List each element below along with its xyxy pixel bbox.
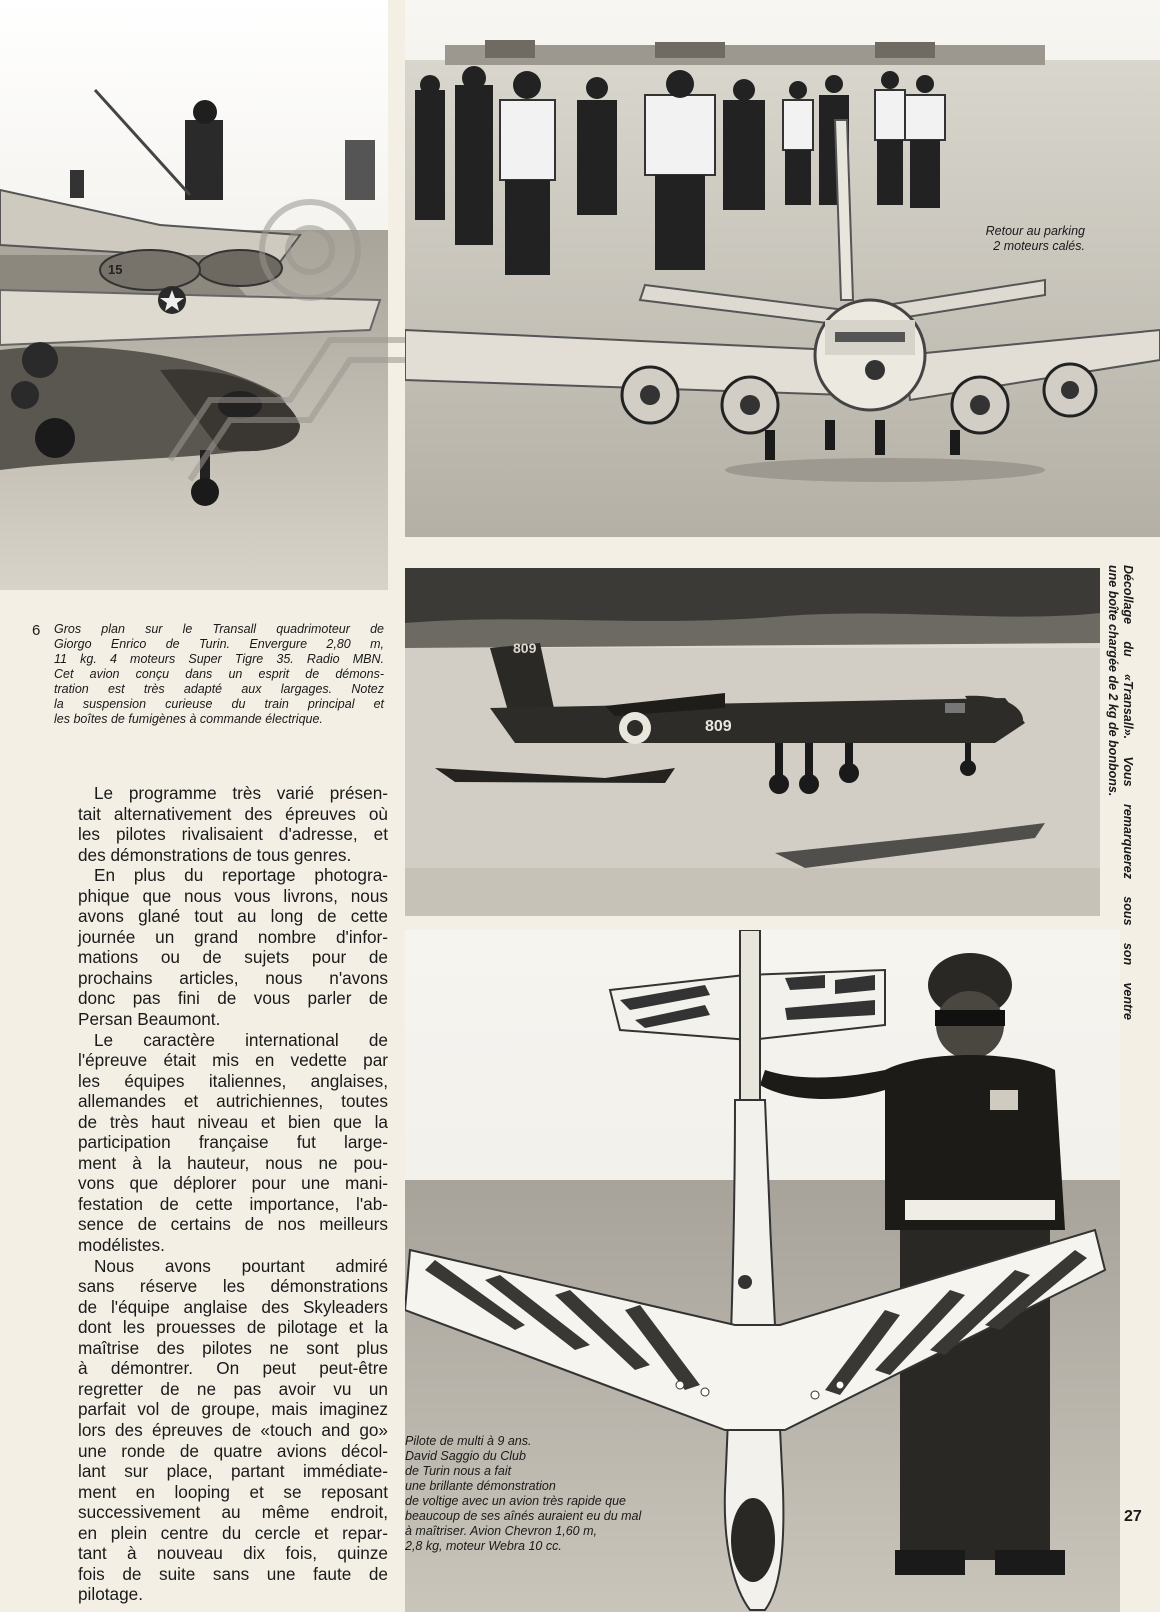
article-line: participation française fut large- (78, 1132, 388, 1153)
tail-number: 809 (513, 640, 537, 656)
article-line: de très haut niveau et bien que la (78, 1111, 388, 1132)
article-line: prochains articles, nous n'avons (78, 967, 388, 988)
article-line: les pilotes rivalisaient d'adresse, et (78, 824, 388, 845)
caption-line: une boîte chargée de 2 kg de bonbons. (1106, 565, 1120, 797)
article-line: des démonstrations de tous genres. (78, 844, 352, 865)
caption-line: Cet avion conçu dans un esprit de démons- (54, 667, 384, 681)
article-body (78, 783, 388, 1605)
article-line: pilotage. (78, 1584, 143, 1605)
caption-line: une brillante démonstration (405, 1479, 556, 1493)
caption-line: Gros plan sur le Transall quadrimoteur de (54, 622, 384, 636)
photo-young-pilot (405, 930, 1120, 1612)
caption-line: les boîtes de fumigènes à commande électrique. (54, 712, 323, 726)
caption-line: la suspension curieuse du train principal et (54, 697, 384, 711)
article-line: En plus du reportage photogra- (94, 865, 388, 886)
article-line: Nous avons pourtant admiré (94, 1255, 388, 1276)
article-line: allemandes et autrichiennes, toutes (78, 1091, 388, 1112)
photo-transall-takeoff (405, 568, 1100, 916)
article-line: avons glané tout au long de cette (78, 906, 388, 927)
article-line: festation de cette importance, l'ab- (78, 1193, 388, 1214)
article-line: Le caractère international de (94, 1029, 388, 1050)
photo-caption-transall (54, 622, 384, 727)
article-line: fois de suite sans une faute de (78, 1563, 388, 1584)
article-line: ment en looping et se reposant (78, 1481, 388, 1502)
article-line: ment à la hauteur, nous ne pou- (78, 1152, 388, 1173)
article-line: les équipes italiennes, anglaises, (78, 1070, 388, 1091)
page-number: 27 (1124, 1508, 1142, 1525)
photo-caption-young-pilot (405, 1434, 642, 1554)
caption-line: Décollage du «Transall». Vous remarquerez sous son ventre (1121, 565, 1135, 1020)
article-line: dont les prouesses de pilotage et la (78, 1317, 388, 1338)
photo-transall-closeup (0, 0, 388, 590)
tail-marking: 15 (108, 262, 123, 277)
article-line: donc pas fini de vous parler de (78, 988, 388, 1009)
article-line: sans réserve les démonstrations (78, 1276, 388, 1297)
article-line: mations ou de sujets pour de (78, 947, 388, 968)
caption-line: beaucoup de ses aînés auraient eu du mal (405, 1509, 642, 1523)
caption-line: de Turin nous a fait (405, 1464, 512, 1478)
article-line: Le programme très varié présen- (94, 783, 388, 803)
article-line: lant sur place, partant immédiate- (78, 1461, 388, 1482)
caption-line: 11 kg. 4 moteurs Super Tigre 35. Radio MBN. (54, 652, 384, 666)
article-line: maîtrise des pilotes ne sont plus (78, 1337, 388, 1358)
caption-line: 2,8 kg, moteur Webra 10 cc. (405, 1539, 562, 1553)
caption-line: Giorgo Enrico de Turin. Envergure 2,80 m, (54, 637, 384, 651)
article-line: de l'équipe anglaise des Skyleaders (78, 1296, 388, 1317)
photo-number: 6 (32, 622, 41, 639)
photo-caption-return-parking (925, 224, 1085, 254)
article-line: modélistes. (78, 1235, 165, 1256)
article-line: regretter de ne pas avoir vu un (78, 1378, 388, 1399)
article-line: tait alternativement des épreuves où (78, 803, 388, 824)
photo-return-parking (405, 0, 1160, 537)
caption-line: Pilote de multi à 9 ans. (405, 1434, 532, 1448)
article-line: sence de certains de nos meilleurs (78, 1214, 388, 1235)
article-line: à démontrer. On peut peut-être (78, 1358, 388, 1379)
caption-line: tration est très adapté aux largages. Notez (54, 682, 384, 696)
article-line: vons que déplorer pour une mani- (78, 1173, 388, 1194)
article-line: en plein centre du cercle et repar- (78, 1522, 388, 1543)
article-line: Persan Beaumont. (78, 1009, 221, 1030)
article-line: journée un grand nombre d'infor- (78, 926, 388, 947)
article-line: une ronde de quatre avions décol- (78, 1440, 388, 1461)
article-line: lors des épreuves de «touch and go» (78, 1419, 388, 1440)
article-line: parfait vol de groupe, mais imaginez (78, 1399, 388, 1420)
article-line: tant à nouveau dix fois, quinze (78, 1543, 388, 1564)
article-line: phique que nous vous livrons, nous (78, 885, 388, 906)
article-line: successivement au même endroit, (78, 1502, 388, 1523)
caption-line: Retour au parking (985, 224, 1085, 238)
caption-line: de voltige avec un avion très rapide que (405, 1494, 626, 1508)
caption-line: David Saggio du Club (405, 1449, 526, 1463)
caption-line: 2 moteurs calés. (993, 239, 1085, 253)
article-line: l'épreuve était mis en vedette par (78, 1050, 388, 1071)
fuselage-number: 809 (705, 718, 732, 735)
caption-line: à maîtriser. Avion Chevron 1,60 m, (405, 1524, 597, 1538)
